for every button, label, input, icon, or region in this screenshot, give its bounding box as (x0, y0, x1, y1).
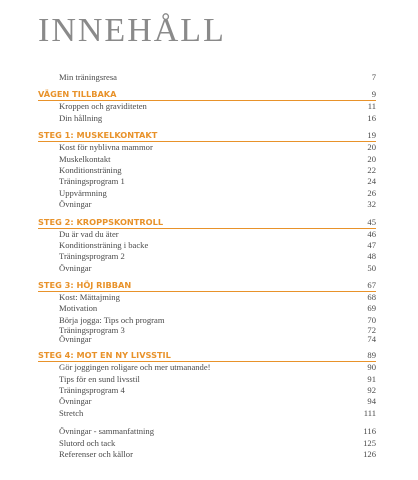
toc-entry-label: Kroppen och graviditeten (59, 101, 147, 112)
toc-section-1 (38, 89, 376, 124)
toc-entry-label: Konditionsträning (59, 164, 122, 175)
toc-entry-page: 50 (367, 262, 376, 273)
section-heading-page: 9 (371, 89, 376, 100)
toc-entry-page: 69 (367, 303, 376, 314)
toc-entry[interactable] (38, 362, 376, 373)
toc-entry[interactable] (38, 374, 376, 385)
toc-entry-page: 11 (367, 101, 376, 112)
table-of-contents (38, 68, 376, 460)
toc-section-2 (38, 130, 376, 210)
toc-entry-label: Referenser och källor (59, 448, 133, 459)
toc-entry-label: Du är vad du äter (59, 228, 119, 239)
toc-entry-label: Konditionsträning i backe (59, 239, 149, 250)
toc-entry-label: Börja jogga: Tips och program (59, 314, 165, 325)
toc-entry[interactable] (38, 263, 376, 274)
toc-entry-page: 92 (367, 385, 376, 396)
spacer (38, 419, 376, 426)
toc-entry-page: 47 (367, 239, 376, 250)
section-heading-label: STEG 4: MOT EN NY LIVSSTIL (38, 350, 171, 361)
toc-entry-intro[interactable] (38, 72, 376, 83)
toc-entry-label: Stretch (59, 407, 84, 418)
toc-entry-page: 68 (367, 292, 376, 303)
section-heading-label: VÄGEN TILLBAKA (38, 89, 117, 100)
toc-entry[interactable] (38, 240, 376, 251)
toc-entry[interactable] (38, 335, 376, 344)
toc-entry-label: Slutord och tack (59, 437, 116, 448)
section-heading[interactable] (38, 130, 376, 142)
toc-entry-page: 70 (367, 314, 376, 325)
section-heading[interactable] (38, 280, 376, 292)
toc-entry[interactable] (38, 438, 376, 449)
toc-entry-label: Övningar (59, 199, 92, 210)
toc-entry-page: 16 (367, 112, 376, 123)
toc-entry-page: 20 (367, 142, 376, 153)
section-heading-label: STEG 2: KROPPSKONTROLL (38, 216, 164, 227)
toc-entry[interactable] (38, 408, 376, 419)
toc-entry-page: 22 (367, 164, 376, 175)
toc-entry-label: Övningar (59, 262, 92, 273)
toc-entry-label: Muskelkontakt (59, 153, 111, 164)
toc-entry-label: Gör joggingen roligare och mer utmanande! (59, 362, 211, 373)
toc-entry[interactable] (38, 165, 376, 176)
toc-entry-page: 20 (367, 153, 376, 164)
section-heading[interactable] (38, 350, 376, 362)
section-heading[interactable] (38, 89, 376, 101)
toc-entry-label: Träningsprogram 3 (59, 325, 125, 336)
toc-entry-page: 32 (367, 199, 376, 210)
toc-entry[interactable] (38, 385, 376, 396)
toc-entry-label: Träningsprogram 4 (59, 385, 125, 396)
section-heading-label: STEG 3: HÖJ RIBBAN (38, 280, 132, 291)
toc-entry[interactable] (38, 101, 376, 112)
toc-entry[interactable] (38, 113, 376, 124)
section-heading-page: 19 (367, 130, 376, 141)
toc-entry[interactable] (38, 426, 376, 437)
page-title: INNEHÅLL (38, 12, 226, 49)
toc-entry[interactable] (38, 154, 376, 165)
toc-entry-label: Motivation (59, 303, 98, 314)
toc-entry-label: Kost för nyblivna mammor (59, 142, 153, 153)
toc-entry-page: 48 (367, 251, 376, 262)
toc-entry-page: 24 (367, 176, 376, 187)
toc-entry-page: 26 (367, 187, 376, 198)
toc-entry-label: Uppvärmning (59, 187, 107, 198)
toc-entry[interactable] (38, 188, 376, 199)
toc-entry-label: Tips för en sund livsstil (59, 373, 140, 384)
toc-appendix (38, 426, 376, 460)
toc-entry[interactable] (38, 199, 376, 210)
toc-entry[interactable] (38, 303, 376, 314)
toc-entry[interactable] (38, 251, 376, 262)
toc-entry[interactable] (38, 396, 376, 407)
toc-entry-page: 91 (367, 373, 376, 384)
toc-entry-label: Träningsprogram 2 (59, 251, 125, 262)
toc-section-5 (38, 350, 376, 419)
section-heading-page: 67 (367, 280, 376, 291)
toc-entry[interactable] (38, 229, 376, 240)
toc-entry[interactable] (38, 292, 376, 303)
toc-entry-label: Övningar - sammanfattning (59, 426, 154, 437)
section-heading-label: STEG 1: MUSKELKONTAKT (38, 130, 158, 141)
toc-entry-page: 111 (363, 407, 376, 418)
toc-entry[interactable] (38, 142, 376, 153)
section-heading-page: 89 (367, 350, 376, 361)
toc-entry-page: 72 (367, 325, 376, 336)
toc-entry-label: Din hållning (59, 112, 103, 123)
toc-entry-page: 126 (363, 448, 376, 459)
toc-entry-page: 125 (363, 437, 376, 448)
toc-entry[interactable] (38, 176, 376, 187)
toc-entry-page: 90 (367, 362, 376, 373)
toc-entry-label: Övningar (59, 334, 92, 345)
toc-entry-page: 74 (367, 334, 376, 345)
toc-entry-page: 116 (363, 426, 376, 437)
toc-section-4 (38, 280, 376, 344)
toc-entry-label: Övningar (59, 396, 92, 407)
toc-entry-page: 94 (367, 396, 376, 407)
section-heading[interactable] (38, 217, 376, 229)
toc-entry-label: Min träningsresa (59, 72, 117, 82)
toc-entry[interactable] (38, 449, 376, 460)
toc-entry-page: 7 (371, 72, 376, 82)
toc-entry-label: Kost: Mättajming (59, 292, 120, 303)
toc-entry-label: Träningsprogram 1 (59, 176, 125, 187)
section-heading-page: 45 (367, 216, 376, 227)
toc-section-3 (38, 217, 376, 275)
toc-entry-page: 46 (367, 228, 376, 239)
